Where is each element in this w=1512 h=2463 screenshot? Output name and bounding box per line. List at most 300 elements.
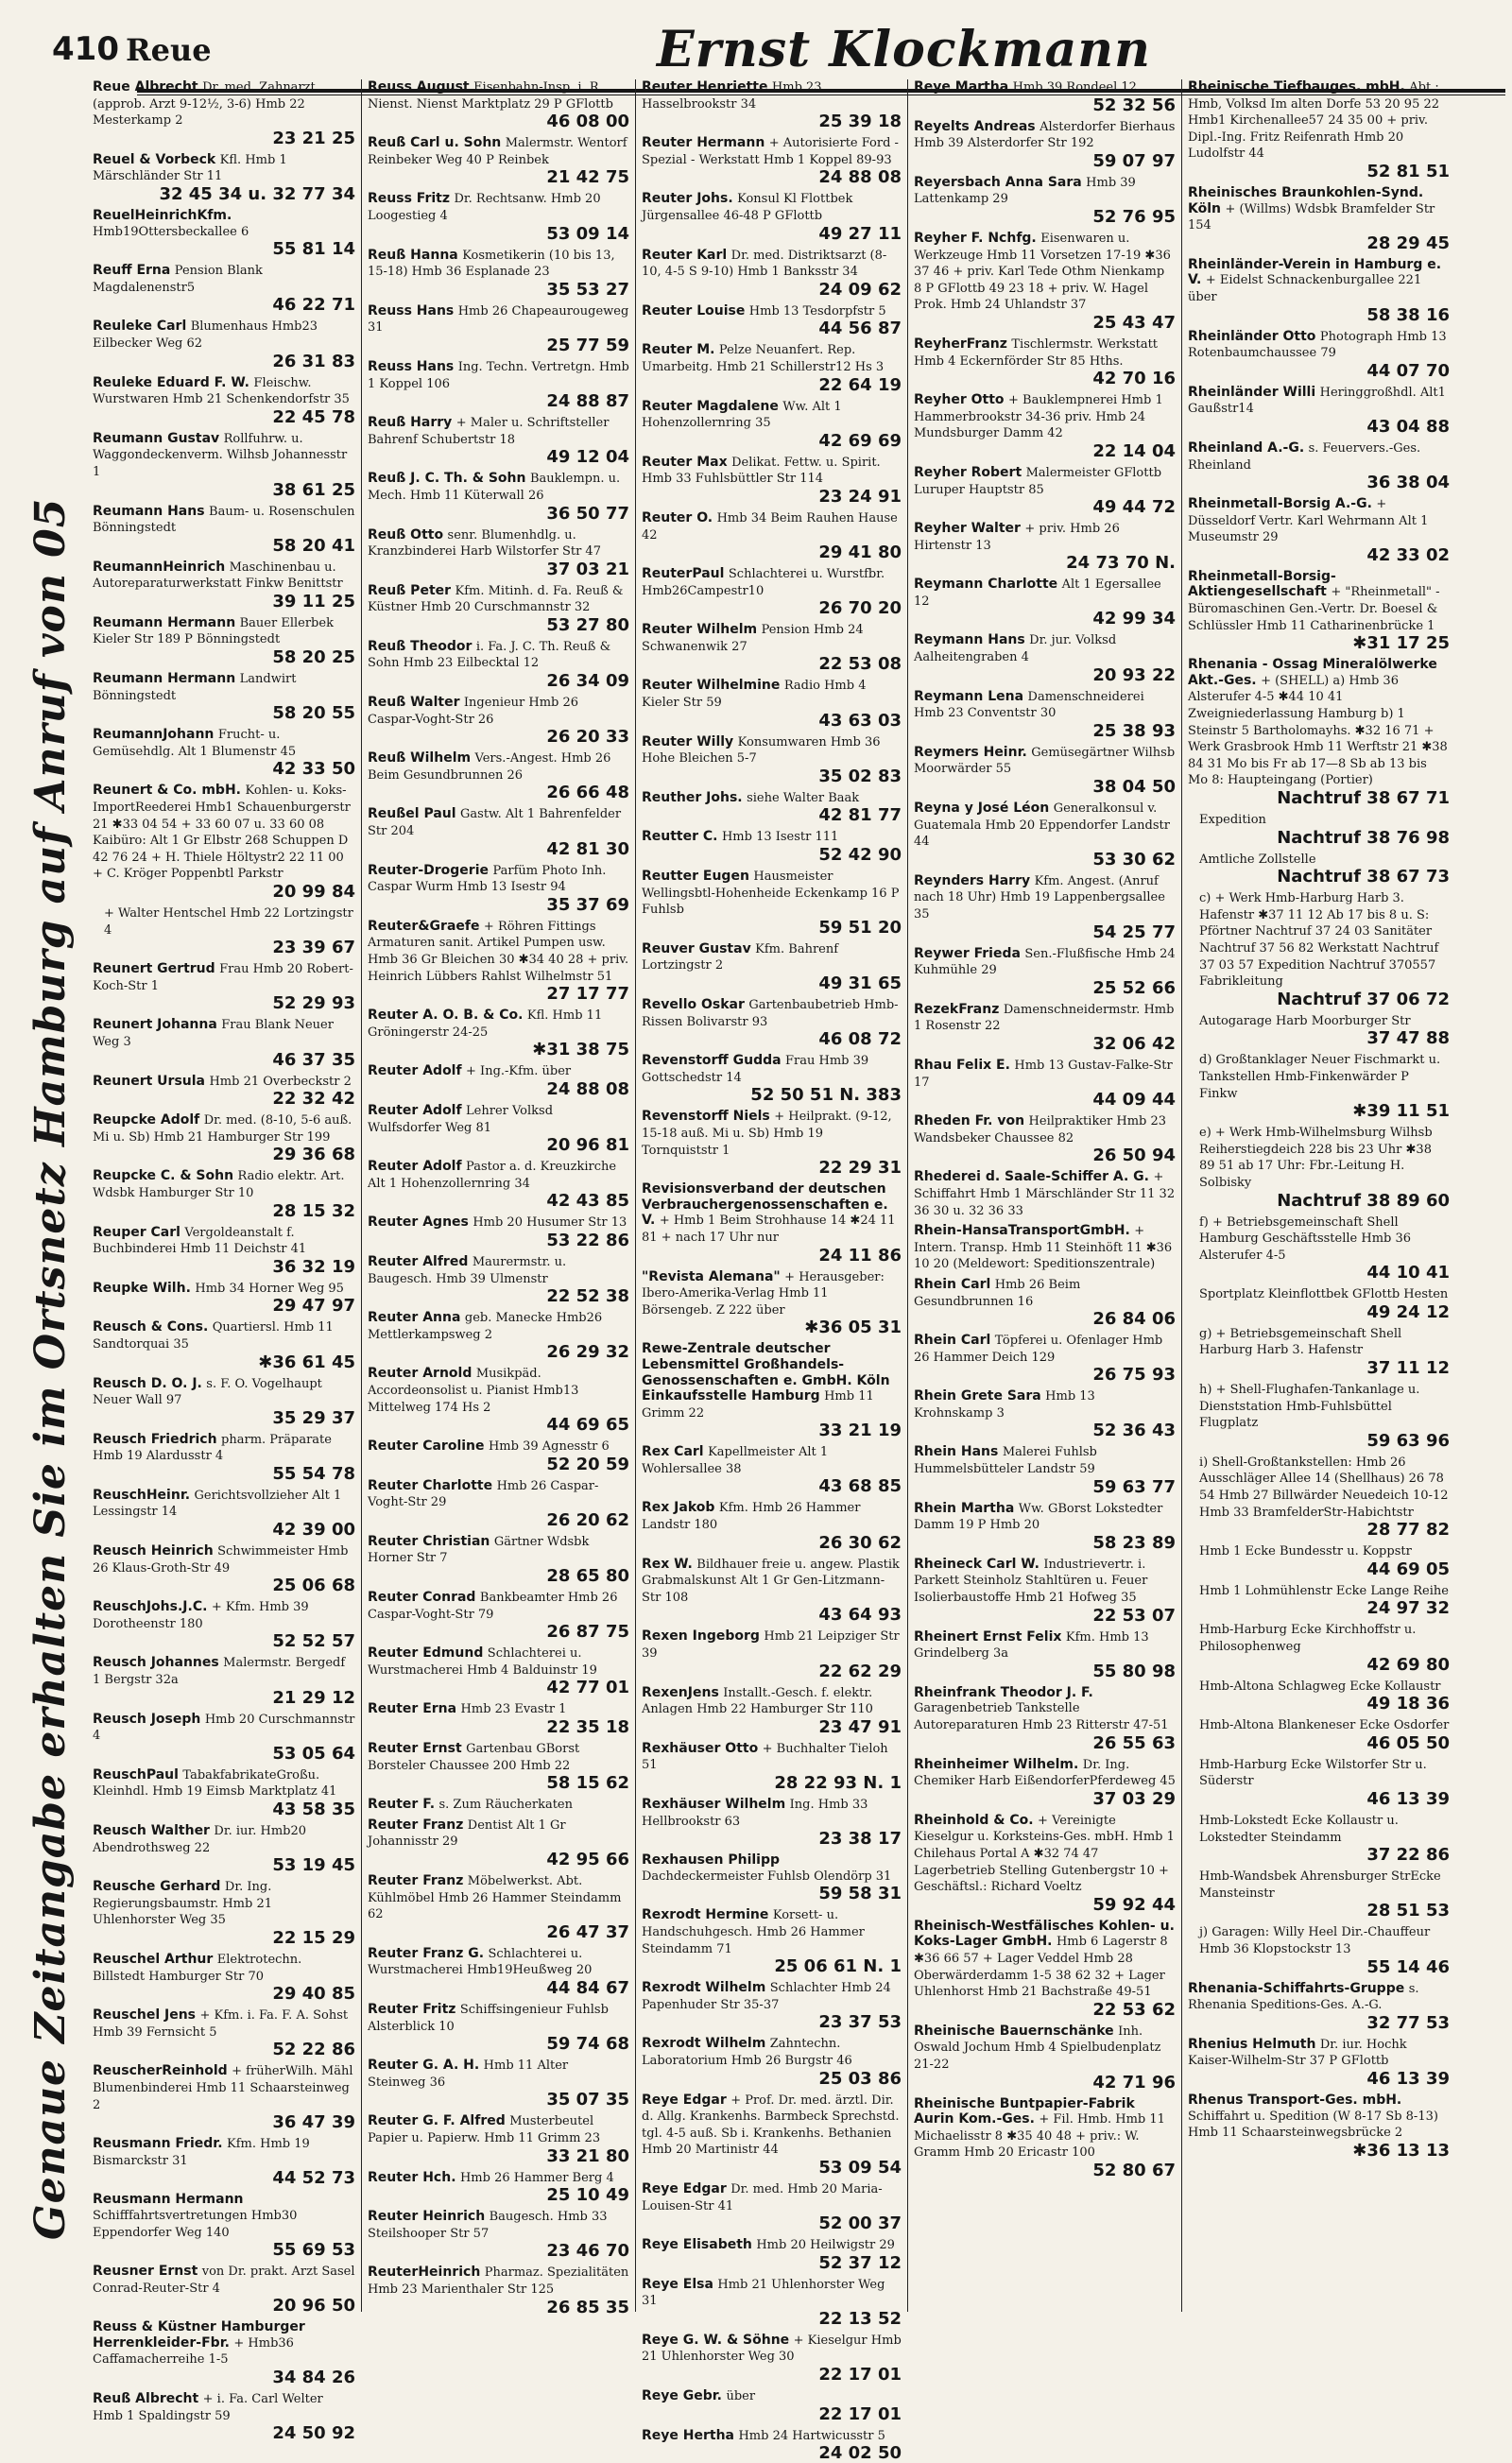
entry-phone: 22 13 52 <box>818 2308 902 2329</box>
entry-name: ReuschPaul <box>93 1766 179 1783</box>
entry-details: Hmb 21 Overbeckstr 2 <box>209 1074 352 1089</box>
entry-phone: 32 45 34 u. 32 77 34 <box>159 183 355 204</box>
entry-phone: 28 51 53 <box>1366 1901 1450 1921</box>
entry-name: Rheinländer Otto <box>1188 328 1316 344</box>
entry-details: Frau Hmb 39 Gottschedstr 14 <box>642 1054 869 1085</box>
entry-phone: 36 32 19 <box>272 1256 355 1277</box>
directory-entry <box>642 1053 902 1105</box>
entry-phone: 59 74 68 <box>546 2034 629 2055</box>
entry-name: Rhau Felix E. <box>914 1057 1010 1073</box>
entry-name: ReuterPaul <box>642 566 725 582</box>
directory-entry <box>1188 1326 1450 1378</box>
entry-phone: 22 53 08 <box>818 654 902 675</box>
entry-details: Generalkonsul v. Guatemala Hmb 20 Eppendorfer Landstr 44 <box>914 801 1170 850</box>
entry-name: Reuß Harry <box>368 415 453 431</box>
entry-phone: 58 23 89 <box>1092 1532 1176 1553</box>
entry-details: + Fil. Hmb. Hmb 11 Michaelisstr 8 ✱35 40 48 + priv.: W. Gramm Hmb 20 Ericastr 100 <box>914 2112 1165 2161</box>
entry-phone: 25 10 49 <box>546 2185 629 2206</box>
entry-name: Reuter Arnold <box>368 1366 472 1382</box>
entry-phone: 53 09 54 <box>818 2157 902 2178</box>
entry-name: Rhenania-Schiffahrts-Gruppe <box>1188 1980 1405 1996</box>
entry-details: Pension Blank Magdalenenstr5 <box>93 264 263 295</box>
entry-phone: 22 53 62 <box>1092 1999 1176 2020</box>
entry-name: Rheinmetall-Borsig A.-G. <box>1188 496 1372 512</box>
directory-entry <box>93 905 355 957</box>
directory-entry <box>1188 1869 1450 1920</box>
publisher-brand: Ernst Klockmann <box>657 21 1151 78</box>
entry-phone: 25 38 93 <box>1092 720 1176 741</box>
entry-name: Reusch D. O. J. <box>93 1375 202 1391</box>
entry-name: Reye Elisabeth <box>642 2237 752 2253</box>
entry-phone: 49 12 04 <box>546 447 629 468</box>
entry-name: Reuther Johs. <box>642 789 743 805</box>
directory-entry <box>914 1444 1176 1496</box>
entry-name: Reuter Anna <box>368 1310 461 1326</box>
entry-name: Reusch Johannes <box>93 1655 219 1671</box>
entry-details: Bauer Ellerbek Kieler Str 189 P Bönningstedt <box>93 615 334 647</box>
entry-phone: 55 14 46 <box>1366 1956 1450 1977</box>
entry-details: Installt.-Gesch. f. elektr. Anlagen Hmb 22 Hamburger Str 110 <box>642 1685 873 1717</box>
entry-name: Revenstorff Niels <box>642 1109 770 1125</box>
directory-entry <box>914 1757 1176 1809</box>
directory-entry <box>914 1919 1176 2020</box>
entry-details: Gemüsegärtner Wilhsb Moorwärder 55 <box>914 745 1176 777</box>
entry-name: Reuter Franz <box>368 1873 464 1888</box>
entry-name: Reyher Walter <box>914 521 1021 537</box>
directory-entry <box>914 119 1176 171</box>
entry-name: Reuter-Drogerie <box>368 862 490 878</box>
directory-entry <box>1188 569 1450 653</box>
entry-details: Hmb-Harburg Ecke Wilstorfer Str u. Süderstr <box>1199 1757 1427 1789</box>
entry-details: Hmb-Harburg Ecke Kirchhoffstr u. Philosophenweg <box>1199 1623 1417 1654</box>
entry-name: Rexhäuser Otto <box>642 1740 759 1756</box>
entry-name: Reuper Carl <box>93 1224 180 1240</box>
entry-phone: 53 09 14 <box>546 223 629 244</box>
entry-name: ReumannHeinrich <box>93 559 226 575</box>
entry-name: Reuter Franz G. <box>368 1945 485 1961</box>
entry-phone: 59 58 31 <box>818 1884 902 1904</box>
entry-details: Kfm. Hmb 26 Hammer Landstr 180 <box>642 1501 861 1533</box>
entry-phone: 22 35 18 <box>546 1717 629 1738</box>
entry-details: Dr. iur. Hmb20 Abendrothsweg 22 <box>93 1824 307 1855</box>
directory-entry <box>914 1113 1176 1165</box>
entry-phone: 37 03 29 <box>1092 1788 1176 1809</box>
directory-entry <box>368 2058 629 2110</box>
directory-entry <box>93 1823 355 1875</box>
directory-entry <box>368 471 629 523</box>
entry-name: RexenJens <box>642 1684 719 1700</box>
entry-phone: 22 14 04 <box>1092 440 1176 461</box>
directory-entry <box>914 1002 1176 1054</box>
directory-entry <box>642 455 902 507</box>
entry-name: Reusmann Friedr. <box>93 2136 223 2152</box>
entry-name: Reuss Fritz <box>368 191 450 207</box>
entry-name: ReuschJohs.J.C. <box>93 1599 208 1615</box>
entry-phone: 24 11 86 <box>818 1245 902 1266</box>
entry-details: Parfüm Photo Inh. Caspar Wurm Hmb 13 Isestr 94 <box>368 863 607 895</box>
entry-name: Rhederei d. Saale-Schiffer A. G. <box>914 1169 1149 1185</box>
directory-entry <box>93 2192 355 2260</box>
entry-details: Hmb 13 Tesdorpfstr 5 <box>748 303 886 319</box>
directory-entry <box>93 560 355 611</box>
entry-phone: 29 36 68 <box>272 1145 355 1165</box>
directory-entry <box>368 806 629 858</box>
entry-details: Kfl. Hmb 1 Märschländer Str 11 <box>93 152 287 184</box>
directory-entry <box>1188 852 1450 887</box>
entry-phone: 29 47 97 <box>272 1296 355 1317</box>
entry-details: Sportplatz Kleinflottbek GFlottb Hesten <box>1199 1287 1449 1302</box>
entry-phone: 52 76 95 <box>1092 206 1176 227</box>
entry-name: Rheinmetall-Borsig-Aktiengesellschaft <box>1188 568 1336 600</box>
entry-name: Reumann Hans <box>93 503 205 519</box>
directory-entry <box>368 1103 629 1155</box>
entry-details: Hmb19Ottersbeckallee 6 <box>93 224 249 239</box>
entry-details: Hmb 39 Agnesstr 6 <box>488 1439 610 1455</box>
entry-phone: 42 77 01 <box>546 1678 629 1698</box>
directory-entry <box>914 745 1176 797</box>
entry-phone: 21 42 75 <box>546 167 629 188</box>
entry-details: s. Zum Räucherkaten <box>438 1798 573 1813</box>
directory-entry <box>642 566 902 618</box>
entry-details: Hmb-Altona Blankeneser Ecke Osdorfer <box>1199 1718 1450 1733</box>
entry-name: Reye Edgar <box>642 2092 727 2108</box>
entry-name: Reuver Gustav <box>642 940 751 956</box>
directory-entry <box>93 2319 355 2387</box>
directory-entry <box>368 135 629 187</box>
directory-entry <box>93 615 355 667</box>
entry-phone: 20 96 81 <box>546 1135 629 1156</box>
entry-details: Hmb 26 Caspar-Voght-Str 29 <box>368 1478 599 1510</box>
directory-entry <box>93 375 355 427</box>
directory-entry <box>914 1169 1176 1219</box>
entry-name: Rex W. <box>642 1556 693 1572</box>
entry-phone: 23 47 91 <box>818 1716 902 1737</box>
entry-phone: 42 33 02 <box>1366 544 1450 565</box>
entry-phone: 22 52 38 <box>546 1286 629 1307</box>
directory-entry <box>642 1685 902 1737</box>
directory-entry <box>368 1797 629 1814</box>
entry-phone: 53 05 64 <box>272 1743 355 1764</box>
directory-entry <box>914 632 1176 684</box>
entry-phone: 44 69 65 <box>546 1415 629 1436</box>
entry-details: Frau Hmb 20 Robert-Koch-Str 1 <box>93 962 353 993</box>
directory-entry <box>1188 2037 1450 2089</box>
entry-phone: 37 22 86 <box>1366 1845 1450 1866</box>
entry-details: i) Shell-Großtankstellen: Hmb 26 Ausschläger Allee 14 (Shellhaus) 26 78 54 Hmb 27 Billwärder Neuedeich 10-12 Hmb 33 BramfelderStr-Habichtstr <box>1199 1455 1449 1520</box>
entry-name: Rheinland A.-G. <box>1188 439 1305 456</box>
entry-phone: 53 22 86 <box>546 1230 629 1250</box>
entry-phone: 37 47 88 <box>1366 1028 1450 1049</box>
entry-phone: 52 32 56 <box>1092 95 1176 115</box>
entry-phone: 37 03 21 <box>546 559 629 579</box>
entry-details: Tischlermstr. Werkstatt Hmb 4 Eckernförder Str 85 Hths. <box>914 336 1159 369</box>
directory-entry <box>368 750 629 802</box>
entry-details: senr. Blumenhdlg. u. Kranzbinderei Harb Wilstorfer Str 47 <box>368 527 601 560</box>
directory-entry <box>1188 1382 1450 1451</box>
entry-details: Garagenbetrieb Tankstelle Autoreparaturen Hmb 23 Ritterstr 47-51 <box>914 1701 1169 1732</box>
entry-details: Schlachterei u. Wurstfbr. Hmb26Campestr10 <box>642 567 885 598</box>
entry-details: Dr. med. Distriktsarzt (8-10, 4-5 S 9-10) Hmb 1 Banksstr 34 <box>642 248 887 280</box>
entry-name: Reumann Hermann <box>93 614 236 630</box>
entry-details: + Herausgeber: Ibero-Amerika-Verlag Hmb 11 Börsengeb. Z 222 über <box>642 1269 885 1318</box>
entry-name: "Revista Alemana" <box>642 1268 781 1284</box>
entry-phone: 26 34 09 <box>546 671 629 692</box>
directory-entry <box>93 1281 355 1317</box>
entry-details: Hmb 21 Leipziger Str 39 <box>642 1629 900 1662</box>
directory-entry <box>1188 1813 1450 1865</box>
directory-entry <box>368 303 629 355</box>
entry-details: + Ing.-Kfm. über <box>466 1064 572 1079</box>
directory-columns <box>87 79 1455 2463</box>
entry-phone: 22 17 01 <box>818 2403 902 2424</box>
entry-phone: 33 21 80 <box>546 2145 629 2166</box>
entry-phone: 24 88 08 <box>546 1078 629 1099</box>
entry-details: Konsumwaren Hmb 36 Hohe Bleichen 5-7 <box>642 734 881 766</box>
entry-name: Reusch Friedrich <box>93 1431 217 1447</box>
entry-name: Reye Edgar <box>642 2180 727 2196</box>
entry-details: + "Rheinmetall" - Büromaschinen Gen.-Vertr. Dr. Boesel & Schlüssler Hmb 11 Catharinenbrücke 1 <box>1188 585 1440 633</box>
entry-details: + Vereinigte Kieselgur u. Korksteins-Ges. mbH. Hmb 1 Chilehaus Portal A ✱32 74 47 Lagerbetrieb Stelling Gutenbergstr 10 + Geschäftsl.: Richard Voeltz <box>914 1813 1175 1895</box>
entry-phone: 59 92 44 <box>1092 1894 1176 1915</box>
entry-name: ReuterHeinrich <box>368 2265 481 2281</box>
entry-phone: 25 52 66 <box>1092 977 1176 998</box>
entry-details: Gartenbaubetrieb Hmb-Rissen Bolivarstr 93 <box>642 998 899 1029</box>
directory-entry <box>93 1952 355 2004</box>
entry-name: Reuschel Arthur <box>93 1951 214 1967</box>
entry-name: Reuter Adolf <box>368 1102 462 1118</box>
entry-name: Rheinische Tiefbauges. mbH. <box>1188 79 1405 95</box>
directory-entry <box>642 941 902 993</box>
entry-phone: 44 07 70 <box>1366 360 1450 381</box>
entry-phone: 58 20 41 <box>272 535 355 556</box>
directory-entry <box>368 1701 629 1737</box>
directory-entry <box>368 1873 629 1942</box>
entry-phone: 25 06 68 <box>272 1576 355 1596</box>
entry-phone: 37 11 12 <box>1366 1358 1450 1379</box>
entry-details: Schiffahrt u. Spedition (W 8-17 Sb 8-13) Hmb 11 Schaarsteinwegsbrücke 2 <box>1188 2109 1438 2141</box>
entry-name: Rexrodt Hermine <box>642 1907 769 1923</box>
entry-name: Revello Oskar <box>642 997 745 1012</box>
entry-name: Reuter Agnes <box>368 1214 469 1231</box>
directory-entry <box>914 392 1176 461</box>
entry-details: TabakfabrikateGroßu. Kleinhdl. Hmb 19 Eimsb Marktplatz 41 <box>93 1767 337 1800</box>
entry-details: Radio Hmb 4 Kieler Str 59 <box>642 679 867 711</box>
entry-details: Dentist Alt 1 Gr Johannisstr 29 <box>368 1817 566 1850</box>
directory-entry <box>914 1685 1176 1753</box>
entry-phone: 44 69 05 <box>1366 1559 1450 1579</box>
entry-details: + Walter Hentschel Hmb 22 Lortzingstr 4 <box>104 906 353 938</box>
entry-name: Reuß Carl u. Sohn <box>368 135 502 151</box>
entry-phone: 43 68 85 <box>818 1476 902 1497</box>
entry-name: Reye Elsa <box>642 2276 713 2292</box>
entry-details: + Kfm. i. Fa. F. A. Sohst Hmb 39 Fernsicht 5 <box>93 2008 349 2040</box>
entry-phone: 53 30 62 <box>1092 849 1176 870</box>
entry-name: Reuter Wilhelmine <box>642 678 781 694</box>
entry-phone: 26 29 32 <box>546 1342 629 1363</box>
directory-entry <box>93 208 355 259</box>
directory-entry <box>368 1590 629 1642</box>
directory-column-1 <box>87 79 361 2444</box>
entry-name: Reußel Paul <box>368 806 456 822</box>
entry-details: + (SHELL) a) Hmb 36 Alsterufer 4-5 ✱44 10 41 Zweigniederlassung Hamburg b) 1 Steinstr 5 Bartholomayhs. ✱32 16 71 + Werk Grasbrook Hmb 11 Werftstr 21 ✱38 84 31 Mo bis Fr ab 17—8 Sb ab 13 bis Mo 8: Haupteingang (Portier) <box>1188 673 1448 788</box>
entry-phone: 26 66 48 <box>546 783 629 803</box>
entry-details: s. Feuervers.-Ges. Rheinland <box>1188 440 1421 473</box>
entry-name: Rheinische Buntpapier-Fabrik Aurin Kom.-Ges. <box>914 2095 1135 2127</box>
directory-entry <box>642 678 902 730</box>
directory-entry <box>642 869 902 938</box>
entry-details: Damenschneidermstr. Hmb 1 Rosenstr 22 <box>914 1002 1175 1034</box>
directory-entry <box>642 342 902 394</box>
entry-details: Korsett- u. Handschuhgesch. Hmb 26 Hammer Steindamm 71 <box>642 1908 865 1956</box>
entry-details: Schifffahrtsvertretungen Hmb30 Eppendorfer Weg 140 <box>93 2208 298 2240</box>
entry-phone: 26 85 35 <box>546 2297 629 2317</box>
entry-details: Gärtner Wdsbk Horner Str 7 <box>368 1534 590 1566</box>
entry-phone: 38 61 25 <box>272 479 355 500</box>
entry-phone: 22 62 29 <box>818 1661 902 1681</box>
entry-phone: 46 22 71 <box>272 295 355 316</box>
entry-phone: 46 13 39 <box>1366 2068 1450 2089</box>
entry-phone: 23 24 91 <box>818 486 902 507</box>
entry-name: Reunert Gertrud <box>93 961 215 977</box>
entry-name: Reuter Louise <box>642 302 746 319</box>
entry-details: Kfm. Hmb 19 Bismarckstr 31 <box>93 2137 310 2168</box>
entry-name: Rexhausen Philipp <box>642 1852 781 1869</box>
entry-phone: 26 30 62 <box>818 1532 902 1553</box>
entry-phone: 52 42 90 <box>818 845 902 866</box>
entry-phone: 44 84 67 <box>546 1977 629 1998</box>
entry-name: Reymann Charlotte <box>914 577 1058 593</box>
entry-phone: 42 69 80 <box>1366 1654 1450 1675</box>
entry-name: Reupke Wilh. <box>93 1280 191 1296</box>
directory-entry <box>914 1629 1176 1681</box>
directory-entry <box>93 1767 355 1819</box>
entry-name: Rhenus Transport-Ges. mbH. <box>1188 2092 1402 2108</box>
entry-name: Reuel & Vorbeck <box>93 151 216 167</box>
directory-entry <box>368 415 629 467</box>
entry-phone: 44 52 73 <box>272 2168 355 2189</box>
entry-details: Hmb 39 Lattenkamp 29 <box>914 175 1136 207</box>
directory-entry <box>914 689 1176 741</box>
entry-phone: 29 40 85 <box>272 1984 355 2005</box>
entry-phone: 34 84 26 <box>272 2368 355 2388</box>
entry-details: Hmb 20 Heilwigstr 29 <box>756 2238 895 2253</box>
page-number: 410 <box>52 30 119 68</box>
entry-details: Schlachterei u. Wurstmacherei Hmb19Heußweg 20 <box>368 1946 593 1978</box>
entry-phone: 26 50 94 <box>1092 1145 1176 1166</box>
entry-name: Reuter Heinrich <box>368 2209 486 2225</box>
entry-phone: 22 29 31 <box>818 1158 902 1179</box>
entry-phone: 42 69 69 <box>818 430 902 451</box>
entry-details: Hausmeister Wellingsbtl-Hohenheide Eckenkamp 16 P Fuhlsb <box>642 870 900 918</box>
entry-name: Rheinisch-Westfälisches Kohlen- u. Koks-Lager GmbH. <box>914 1918 1175 1950</box>
entry-details: Zahntechn. Laboratorium Hmb 26 Burgstr 46 <box>642 2037 852 2068</box>
directory-entry <box>642 1741 902 1793</box>
entry-details: Malermstr. Bergedf 1 Bergstr 32a <box>93 1656 346 1688</box>
entry-phone: ✱39 11 51 <box>1352 1101 1450 1122</box>
entry-phone: 52 00 37 <box>818 2213 902 2234</box>
entry-phone: 59 07 97 <box>1092 150 1176 171</box>
directory-entry <box>914 1223 1176 1273</box>
entry-details: Schlachterei u. Wurstmacherei Hmb 4 Balduinstr 19 <box>368 1646 597 1678</box>
entry-name: Reunert Johanna <box>93 1017 217 1033</box>
directory-entry <box>368 2002 629 2054</box>
entry-details: Bauklempn. u. Mech. Hmb 11 Küterwall 26 <box>368 472 621 503</box>
directory-entry <box>1188 1757 1450 1809</box>
entry-details: Kfm. Hmb 13 Grindelberg 3a <box>914 1629 1149 1662</box>
entry-name: Reuter Conrad <box>368 1590 476 1606</box>
entry-details: Bankbeamter Hmb 26 Caspar-Voght-Str 79 <box>368 1591 618 1622</box>
directory-entry <box>642 2036 902 2088</box>
entry-name: Reusch Joseph <box>93 1711 201 1727</box>
entry-details: Pelze Neuanfert. Rep. Umarbeitg. Hmb 21 Schillerstr12 Hs 3 <box>642 343 885 374</box>
entry-phone: 53 19 45 <box>272 1855 355 1876</box>
entry-phone: 52 36 43 <box>1092 1421 1176 1441</box>
directory-entry <box>642 399 902 451</box>
directory-entry <box>93 2063 355 2132</box>
entry-details: Dr. Ing. Regierungsbaumstr. Hmb 21 Uhlenhorster Weg 35 <box>93 1880 272 1928</box>
entry-details: Dr. med. Hmb 20 Maria-Louisen-Str 41 <box>642 2181 883 2213</box>
entry-phone: 23 46 70 <box>546 2241 629 2262</box>
entry-details: Kapellmeister Alt 1 Wohlersallee 38 <box>642 1445 829 1476</box>
entry-name: Reyelts Andreas <box>914 118 1036 134</box>
entry-phone: 58 20 25 <box>272 647 355 668</box>
entry-details: f) + Betriebsgemeinschaft Shell Hamburg Geschäftsstelle Hmb 36 Alsterufer 4-5 <box>1199 1214 1412 1263</box>
directory-entry <box>1188 657 1450 808</box>
directory-entry <box>642 1980 902 2032</box>
entry-name: Reuter Johs. <box>642 191 733 207</box>
directory-entry <box>368 1310 629 1362</box>
entry-phone: 49 27 11 <box>818 223 902 244</box>
entry-name: Rhein Grete Sara <box>914 1388 1041 1404</box>
directory-entry <box>914 2024 1176 2093</box>
directory-entry <box>368 1063 629 1099</box>
directory-entry <box>1188 1543 1450 1579</box>
entry-name: Reuter M. <box>642 342 715 358</box>
entry-name: Reuß Wilhelm <box>368 750 472 766</box>
entry-name: Rheinert Ernst Felix <box>914 1628 1062 1645</box>
entry-details: über <box>726 2389 756 2404</box>
entry-phone: 24 09 62 <box>818 279 902 300</box>
entry-name: Revisionsverband der deutschen Verbrauchergenossenschaften e. V. <box>642 1181 888 1229</box>
entry-phone: 49 24 12 <box>1366 1301 1450 1322</box>
entry-name: Rewe-Zentrale deutscher Lebensmittel Großhandels-Genossenschaften e. GmbH. Köln Einkaufsstelle Hamburg <box>642 1341 890 1404</box>
entry-details: Baum- u. Rosenschulen Bönningstedt <box>93 504 355 536</box>
entry-details: Gartenbau GBorst Borsteler Chaussee 200 Hmb 22 <box>368 1742 580 1773</box>
directory-entry <box>1188 1622 1450 1674</box>
directory-entry <box>368 919 629 1004</box>
entry-details: Vergoldeanstalt f. Buchbinderei Hmb 11 Deichstr 41 <box>93 1225 307 1257</box>
entry-details: + priv. Hmb 26 Hirtenstr 13 <box>914 522 1120 553</box>
directory-entry <box>642 1907 902 1976</box>
entry-name: Reuter&Graefe <box>368 918 480 934</box>
directory-entry <box>642 79 902 131</box>
directory-entry <box>642 2333 902 2385</box>
entry-details: s. Rhenania Speditions-Ges. A.-G. <box>1188 1981 1419 2013</box>
entry-name: Reuß Albrecht <box>93 2391 199 2407</box>
directory-entry <box>642 734 902 786</box>
entry-details: Dr. med. (8-10, 5-6 auß. Mi u. Sb) Hmb 21 Hamburger Str 199 <box>93 1113 352 1145</box>
entry-name: Rhein Carl <box>914 1276 991 1292</box>
entry-details: + Kfm. Hmb 39 Dorotheenstr 180 <box>93 1600 309 1631</box>
entry-phone: 20 96 50 <box>272 2296 355 2317</box>
entry-name: Reuter G. F. Alfred <box>368 2113 506 2129</box>
entry-phone: 42 71 96 <box>1092 2072 1176 2093</box>
entry-phone: 39 11 25 <box>272 591 355 611</box>
entry-details: Elektrotechn. Billstedt Hamburger Str 70 <box>93 1952 302 1984</box>
entry-details: Hmb 23 Evastr 1 <box>460 1702 567 1717</box>
directory-entry <box>368 359 629 411</box>
directory-entry <box>642 1797 902 1849</box>
